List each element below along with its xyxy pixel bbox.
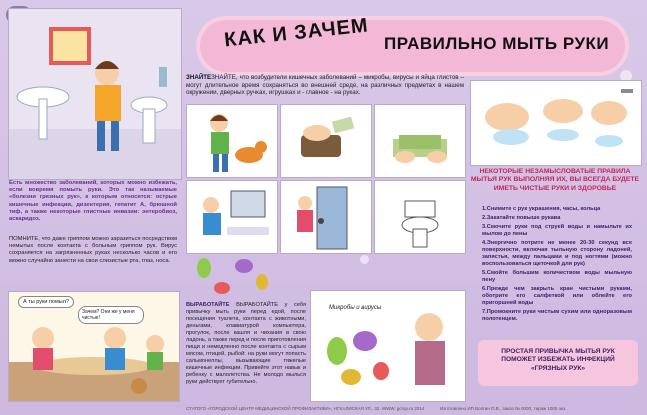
center-wash-text: ВЫРАБОТАЙТЕ ВЫРАБОТАЙТЕ у себя привычку мыть руки перед едой, после посещения туалета, контакта с животными, деньгами, клавиатурой компьютера, прогулок, после кашля и чихания в свою ладонь, а также перед и после приготовления пищи и немедленно после контакта с сырым мясом, птицей, рыбой: на руки могут попасть сальмонеллы, вызывающие тяжелые кишечные инфекции. Привейте этот навык и ребенку с малолетства. Не молодо мылься руки действует губительно. xyxy=(186,302,306,385)
panel-door xyxy=(280,180,372,254)
panel-money xyxy=(280,104,372,178)
cash-hands-image xyxy=(375,105,465,177)
footer-right: Изготовлено ИП Волгин О.В., заказ № 0000, тираж 1000 экз. xyxy=(440,406,567,411)
speech-bubble-boy: Зачем? Они же у меня чистые! xyxy=(78,306,144,324)
rules-subtitle: НЕКОТОРЫЕ НЕЗАМЫСЛОВАТЫЕ ПРАВИЛА МЫТЬЯ РУК ВЫПОЛНЯЯ ИХ, ВЫ ВСЕГДА БУДЕТЕ ИМЕТЬ ЧИСТЫЕ РУКИ И ЗДОРОВЬЕ xyxy=(470,168,640,192)
rule-item: 1.Снимите с рук украшения, часы, кольца xyxy=(482,206,601,212)
bottom-callout-text: ПРОСТАЯ ПРИВЫЧКА МЫТЬЯ РУК ПОМОЖЕТ ИЗБЕЖАТЬ ИНФЕКЦИЙ «ГРЯЗНЫХ РУК» xyxy=(501,348,615,372)
left-remember-text: ПОМНИТЕ, что даже гриппом можно заразиться посредством немытых после контакта с больным гриппом рук. Вирус сохраняется на загрязненных руках несколько часов и его можно случайно занести на свои слизистые рта, глаз, носа. xyxy=(9,236,177,264)
toilet-image xyxy=(375,181,465,253)
microbes-decor xyxy=(186,254,276,304)
bottom-callout xyxy=(478,340,638,386)
rules-list xyxy=(482,206,632,325)
microbes-label: Микробы и вирусы xyxy=(329,305,382,311)
page-title-line1: КАК И ЗАЧЕМ xyxy=(223,14,370,52)
panel-toilet xyxy=(374,180,466,254)
footer-left: СТАТОГО «ГОРОДСКОЙ ЦЕНТР МЕДИЦИНСКОЙ ПРОФИЛАКТИКИ», НГХАЛИСКАЯ УЛ., 32. WWW. gcmp.ru 2014 xyxy=(186,406,425,411)
panel-boy-cat xyxy=(186,104,278,178)
rule-item: 4.Энергично потрите не менее 20-30 секунд все поверхности, включая тыльную сторону ладоней, запястья, между пальцами и под ногтями (можно воспользоваться щеточкой для рук) xyxy=(482,240,632,267)
center-know-text: ЗНАЙТЕЗНАЙТЕ, что возбудители кишечных заболеваний – микробы, вирусы и яйца глистов – могут длительное время сохраняться во внешней среде, на различных предметах в нашем окружении, дверных ручках, игрушках и - главное - на руках. xyxy=(186,74,464,97)
panel-cash xyxy=(374,104,466,178)
rule-item: 2.Закатайте повыше рукава xyxy=(482,215,561,221)
footer xyxy=(0,404,647,415)
left-intro-text: Есть множество заболеваний, которых можно избежать, если вовремя помыть руки. Это так называемые «болезни грязных рук», к которым относятся: острые кишечные инфекции, дизентерия, гепатит А, брюшной тиф, а также некоторые глистные инвазии: энтеробиоз, аскаридоз. xyxy=(9,180,177,223)
money-hands-image xyxy=(281,105,371,177)
boy-washing-image xyxy=(9,9,181,179)
computer-boy-image xyxy=(187,181,277,253)
illustration-boy-washing xyxy=(8,8,182,180)
rule-item: 6.Прежде чем закрыть кран чистыми руками, оботрите его салфеткой или облейте его пригоршней воды xyxy=(482,286,632,306)
rule-item: 3.Смочите руки под струей воды и намыльте их мылом до пены xyxy=(482,224,632,237)
boy-cat-image xyxy=(187,105,277,177)
center-wash-body: ВЫРАБОТАЙТЕ у себя привычку мыть руки перед едой, после посещения туалета, контакта с животными, деньгами, клавиатурой компьютера, прогулок, после кашля и чихания в свою ладонь, а также перед и после приготовления пищи и немедленно после контакта с сырым мясом, птицей, рыбой: на руки могут попасть сальмонеллы, вызывающие тяжелые кишечные инфекции. Привейте этот навык и ребенку с малолетства. Не молодо мылься руки действует губительно. xyxy=(186,302,306,385)
rule-item: 5.Смойте большим количеством воды мыльную пену xyxy=(482,270,632,283)
rule-item: 7.Промокните руки чистым сухим или одноразовым полотенцем. xyxy=(482,309,632,322)
page-title-line2: ПРАВИЛЬНО МЫТЬ РУКИ xyxy=(384,34,610,53)
bubble-decor xyxy=(360,255,369,264)
panel-microbes-man xyxy=(310,290,466,402)
panel-hand-washing xyxy=(470,80,642,166)
center-know-body: ЗНАЙТЕ, что возбудители кишечных заболеваний – микробы, вирусы и яйца глистов – могут длительное время сохраняться во внешней среде, на различных предметах в нашем окружении, дверных ручках, игрушках и - главное - на руках. xyxy=(186,74,464,97)
hand-washing-image xyxy=(471,81,641,165)
door-handle-image xyxy=(281,181,371,253)
panel-computer xyxy=(186,180,278,254)
speech-bubble-mother: А ты руки помыл? xyxy=(18,296,74,308)
